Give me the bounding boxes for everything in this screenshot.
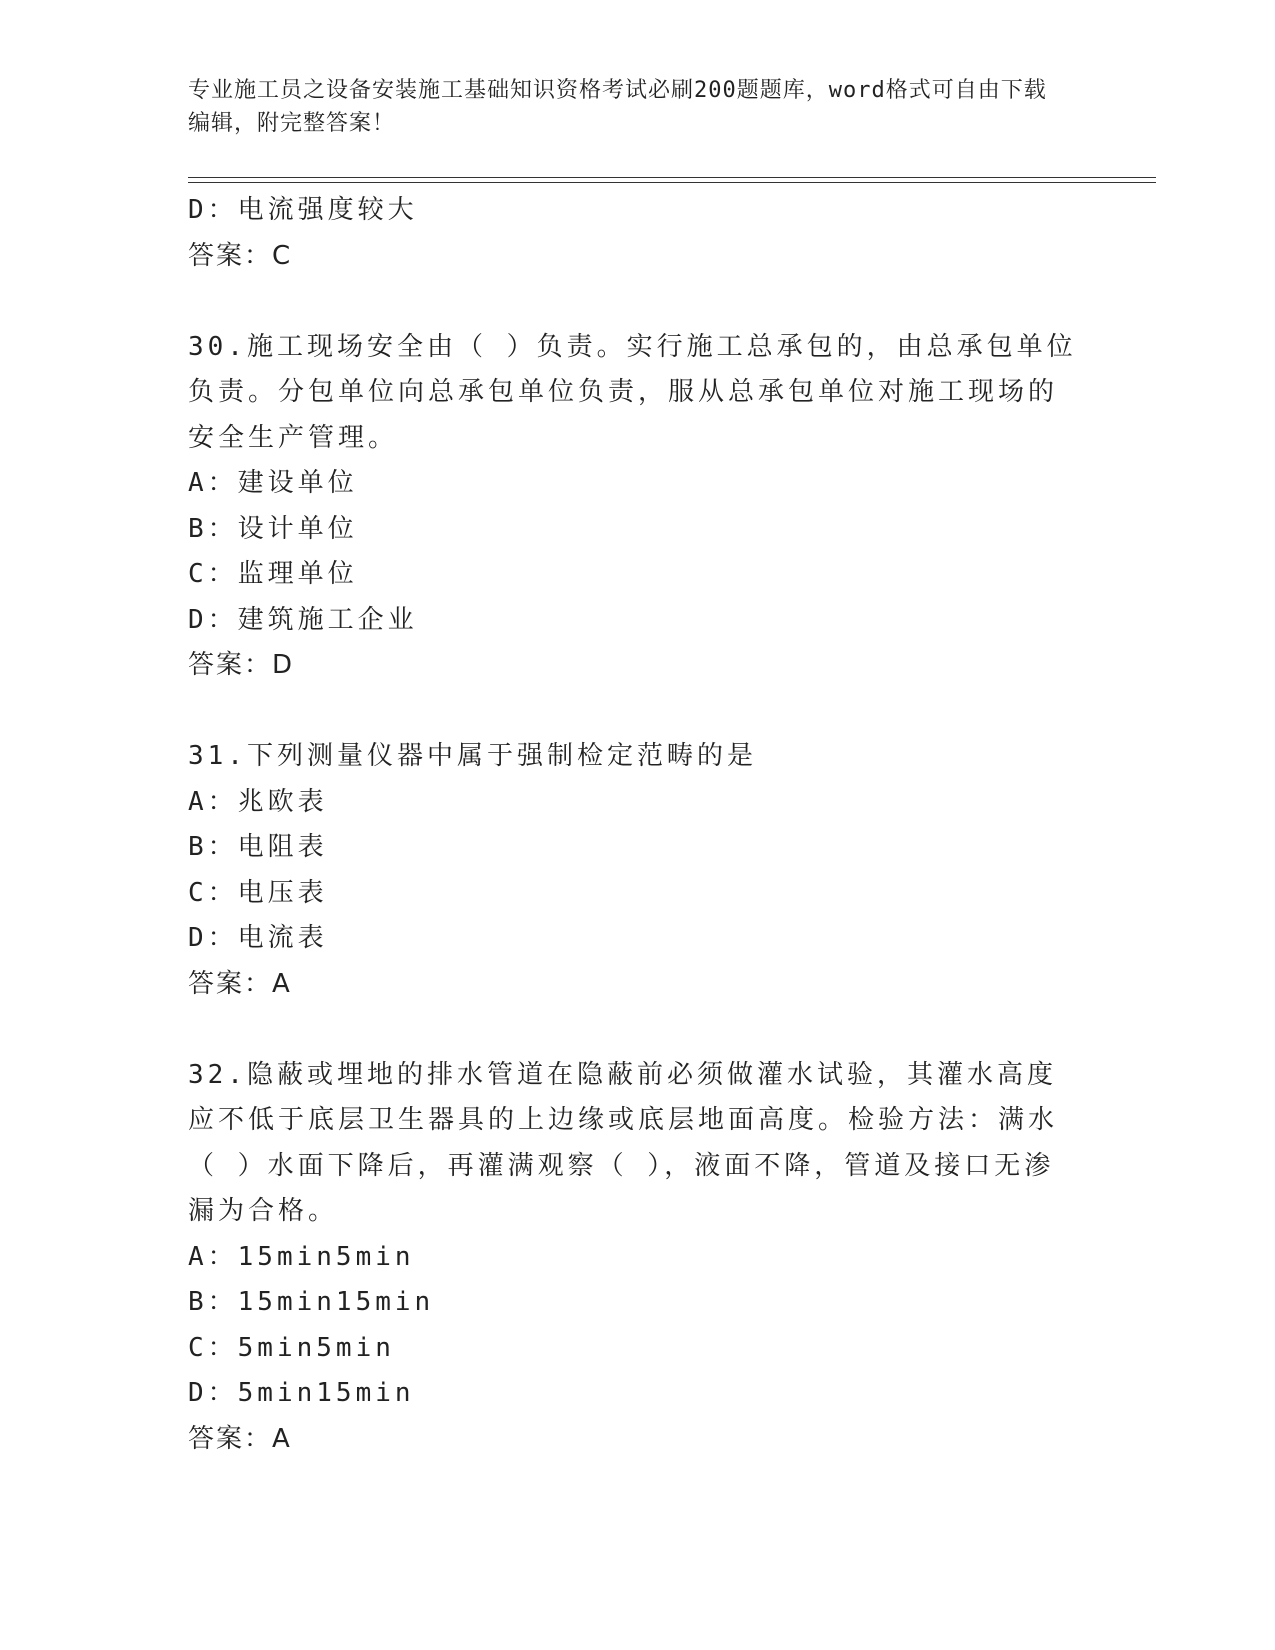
page-header: 专业施工员之设备安装施工基础知识资格考试必刷200题题库，word格式可自由下载编辑，附完整答案！ xyxy=(188,78,1047,136)
question-31 xyxy=(188,734,1088,1007)
question-30 xyxy=(188,325,1088,689)
option-a: A：兆欧表 xyxy=(188,786,328,817)
option-c: C：监理单位 xyxy=(188,559,358,589)
header-divider-top xyxy=(188,177,1156,178)
question-text: 30.施工现场安全由（ ）负责。实行施工总承包的，由总承包单位负责。分包单位向总承包单位负责，服从总承包单位对施工现场的安全生产管理。 xyxy=(188,331,1077,453)
answer: 答案：A xyxy=(188,1423,292,1454)
answer: 答案：D xyxy=(188,650,295,680)
header-divider-bottom xyxy=(188,182,1156,183)
option-a: A：建设单位 xyxy=(188,468,358,498)
option-d: D：建筑施工企业 xyxy=(188,604,418,635)
option-d: D：5min15min xyxy=(188,1378,415,1408)
question-text: 31.下列测量仪器中属于强制检定范畴的是 xyxy=(188,741,757,771)
option-b: B：设计单位 xyxy=(188,513,358,544)
spacer xyxy=(188,1007,1088,1053)
answer: 答案：C xyxy=(188,240,293,271)
spacer xyxy=(188,689,1088,735)
question-text: 32.隐蔽或埋地的排水管道在隐蔽前必须做灌水试验，其灌水高度应不低于底层卫生器具的上边缘或底层地面高度。检验方法：满水（ ）水面下降后，再灌满观察（ ），液面不降，管道及接口无渗漏为合格。 xyxy=(188,1059,1059,1226)
option-c: C：5min5min xyxy=(188,1332,395,1363)
option-a: A：15min5min xyxy=(188,1241,415,1272)
option-b: B：15min15min xyxy=(188,1287,435,1317)
question-32 xyxy=(188,1053,1088,1463)
option-d: D：电流强度较大 xyxy=(188,195,418,225)
option-b: B：电阻表 xyxy=(188,832,328,862)
answer: 答案：A xyxy=(188,968,292,999)
spacer xyxy=(188,279,1088,325)
option-d: D：电流表 xyxy=(188,923,328,953)
option-c: C：电压表 xyxy=(188,877,328,908)
question-content xyxy=(188,188,1088,1462)
